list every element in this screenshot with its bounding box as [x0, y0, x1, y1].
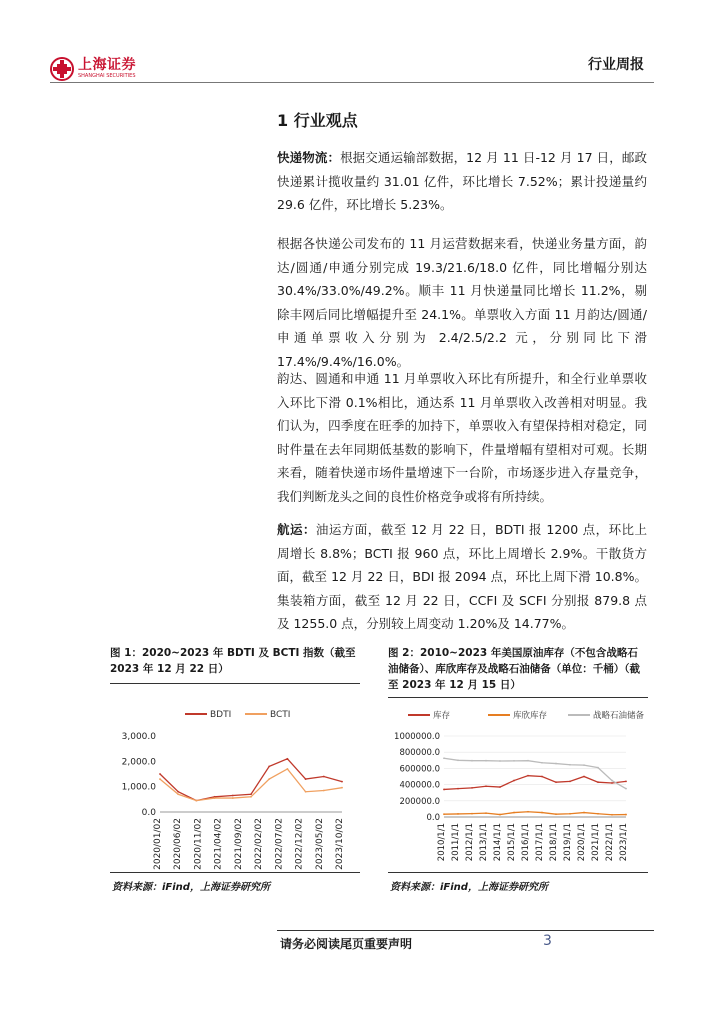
x-tick-label: 2020/11/02	[193, 818, 204, 870]
series-0-point-0	[443, 789, 445, 791]
legend-label-2: 战略石油储备	[593, 711, 645, 721]
paragraph-express-lead: 快递物流：	[277, 150, 341, 165]
y-tick-label: 1,000.0	[121, 782, 156, 793]
series-1-point-8	[305, 791, 307, 793]
header-divider	[50, 82, 654, 83]
series-0-point-8	[305, 778, 307, 780]
x-tick-label: 2022/07/02	[274, 818, 285, 870]
paragraph-shipping-body: 油运方面，截至 12 月 22 日，BDTI 报 1200 点，环比上周增长 8.8%；BCTI 报 960 点，环比上周增长 2.9%。干散货方面，截至 12 月 22 日，BDI 报 2094 点，环比上周下滑 10.8%。集装箱方面，截至 12 月 22 日，CCFI 及 SCFI 分别报 879.8 点及 1255.0 点，分别较上周变动 1.20%及 14.77%。	[277, 522, 647, 631]
figure1-chart	[110, 688, 360, 870]
x-tick-label: 2011/1/1	[451, 823, 461, 862]
series-1-point-6	[527, 811, 529, 813]
series-0-point-4	[232, 795, 234, 797]
figure1-bottom-rule	[110, 872, 360, 873]
paragraph-shipping	[277, 518, 647, 636]
figure2-chart	[388, 700, 648, 870]
series-2-point-0	[443, 757, 445, 759]
figure1-top-rule	[110, 683, 360, 684]
paragraph-express	[277, 146, 647, 217]
series-2-point-13	[625, 788, 627, 790]
figure1-source: 资料来源：iFind，上海证券研究所	[112, 882, 270, 893]
series-0-point-13	[625, 780, 627, 782]
x-tick-label: 2019/1/1	[563, 823, 573, 862]
y-tick-label: 200000.0	[399, 796, 440, 807]
x-tick-label: 2020/06/02	[173, 818, 184, 870]
series-2-point-4	[499, 760, 501, 762]
series-2-point-5	[513, 760, 515, 762]
series-0-point-6	[268, 766, 270, 768]
figure2-source: 资料来源：iFind，上海证券研究所	[390, 882, 548, 893]
series-1-point-0	[443, 813, 445, 815]
series-2-point-12	[611, 780, 613, 782]
series-0-point-9	[323, 776, 325, 778]
x-tick-label: 2017/1/1	[535, 823, 545, 862]
series-2-point-3	[485, 760, 487, 762]
series-1-point-9	[569, 813, 571, 815]
series-1-point-3	[485, 812, 487, 814]
series-1-point-10	[341, 787, 343, 789]
series-0-point-1	[177, 791, 179, 793]
x-tick-label: 2021/09/02	[233, 818, 244, 870]
series-1-point-0	[159, 778, 161, 780]
series-0-point-0	[159, 773, 161, 775]
legend-label-1: 库欣库存	[513, 711, 548, 721]
legend-label-0: BDTI	[210, 710, 232, 720]
figure2-title: 图 2：2010~2023 年美国原油库存（不包含战略石油储备）、库欣库存及战略石油储备（单位：千桶）（截至 2023 年 12 月 15 日）	[388, 647, 640, 691]
series-1-point-12	[611, 814, 613, 816]
series-1-point-5	[513, 812, 515, 814]
series-1-point-10	[583, 812, 585, 814]
series-0-point-10	[583, 776, 585, 778]
series-1-point-2	[471, 813, 473, 815]
footer-divider	[277, 930, 654, 931]
legend-label-0: 库存	[433, 711, 451, 721]
y-tick-label: 2,000.0	[121, 757, 156, 768]
figure1-title: 图 1：2020~2023 年 BDTI 及 BCTI 指数（截至 2023 年 12 月 22 日）	[110, 647, 356, 675]
y-tick-label: 3,000.0	[121, 732, 156, 742]
series-0-point-1	[457, 788, 459, 790]
series-2-point-11	[597, 767, 599, 769]
series-0-point-11	[597, 781, 599, 783]
series-1-point-7	[287, 768, 289, 770]
x-tick-label: 2016/1/1	[521, 823, 531, 862]
logo-text-cn: 上海证券	[78, 57, 136, 73]
series-1-point-5	[250, 796, 252, 798]
paragraph-outlook: 韵达、圆通和申通 11 月单票收入环比有所提升，和全行业单票收入环比下滑 0.1%相比，通达系 11 月单票收入改善相对明显。我们认为，四季度在旺季的加持下，单票收入有望保持相对稳定，同时件量在去年同期低基数的影响下，件量增幅有望相对可观。长期来看，随着快递市场件量增速下一台阶，市场逐步进入存量竞争，我们判断龙头之间的良性价格竞争或将有所持续。	[277, 371, 647, 504]
series-1-point-1	[457, 813, 459, 815]
report-type: 行业周报	[588, 57, 644, 73]
x-tick-label: 2021/04/02	[213, 818, 224, 870]
series-0-point-10	[341, 781, 343, 783]
x-tick-label: 2015/1/1	[507, 823, 517, 862]
series-1-point-7	[541, 812, 543, 814]
x-tick-label: 2022/12/02	[294, 818, 305, 870]
series-0-point-4	[499, 786, 501, 788]
company-logo	[50, 57, 170, 81]
section-title: 1 行业观点	[277, 111, 358, 130]
x-tick-label: 2012/1/1	[465, 823, 475, 862]
series-0-point-5	[250, 793, 252, 795]
x-tick-label: 2022/02/02	[254, 818, 265, 870]
series-1-point-8	[555, 813, 557, 815]
series-1-point-1	[177, 793, 179, 795]
series-0-point-2	[471, 787, 473, 789]
x-tick-label: 2018/1/1	[549, 823, 559, 862]
series-0-point-8	[555, 781, 557, 783]
y-tick-label: 0.0	[141, 808, 156, 818]
x-tick-label: 2023/10/02	[335, 818, 345, 870]
series-0-point-5	[513, 780, 515, 782]
series-2-point-7	[541, 762, 543, 764]
series-1-point-4	[499, 814, 501, 816]
logo-text-en: SHANGHAI SECURITIES	[78, 73, 136, 79]
x-tick-label: 2014/1/1	[493, 823, 503, 862]
series-0-point-7	[541, 776, 543, 778]
x-tick-label: 2010/1/1	[437, 823, 447, 862]
page-number: 3	[543, 933, 552, 949]
series-1-point-9	[323, 790, 325, 792]
paragraph-shipping-lead: 航运：	[277, 522, 316, 537]
logo-mark-icon	[50, 57, 74, 81]
x-tick-label: 2023/1/1	[619, 823, 629, 862]
x-tick-label: 2020/01/02	[153, 818, 163, 870]
paragraph-express-body: 根据交通运输部数据，12 月 11 日-12 月 17 日，邮政快递累计揽收量约 31.01 亿件，环比增长 7.52%；累计投递量约 29.6 亿件，环比增长 5.23%。	[277, 150, 647, 212]
legend-label-1: BCTI	[270, 710, 291, 720]
series-2-point-6	[527, 760, 529, 762]
series-0-point-3	[485, 785, 487, 787]
y-tick-label: 600000.0	[399, 764, 440, 775]
series-0-point-9	[569, 780, 571, 782]
x-tick-label: 2023/05/02	[314, 818, 325, 870]
series-line-2	[444, 758, 626, 788]
series-2-point-8	[555, 763, 557, 765]
series-2-point-9	[569, 764, 571, 766]
series-2-point-10	[583, 764, 585, 766]
figure2-top-rule	[388, 697, 648, 698]
y-tick-label: 400000.0	[399, 780, 440, 791]
series-1-point-2	[196, 800, 198, 802]
y-tick-label: 0.0	[426, 813, 440, 823]
x-tick-label: 2020/1/1	[577, 823, 587, 862]
x-tick-label: 2021/1/1	[591, 823, 601, 862]
footer-disclaimer: 请务必阅读尾页重要声明	[280, 937, 413, 951]
series-0-point-6	[527, 775, 529, 777]
paragraph-operations: 根据各快递公司发布的 11 月运营数据来看，快递业务量方面，韵达/圆通/申通分别完成 19.3/21.6/18.0 亿件，同比增幅分别达 30.4%/33.0%/49.2%。顺丰 11 月快递量同比增长 11.2%，剔除丰网后同比增幅提升至 24.1%。单票收入方面 11 月韵达/圆通/申通单票收入分别为 2.4/2.5/2.2 元，分别同比下滑 17.4%/9.4%/16.0%。	[277, 236, 647, 369]
series-1-point-3	[214, 797, 216, 799]
series-1-point-11	[597, 813, 599, 815]
series-0-point-12	[611, 782, 613, 784]
x-tick-label: 2013/1/1	[479, 823, 489, 862]
series-1-point-13	[625, 814, 627, 816]
series-2-point-2	[471, 760, 473, 762]
y-tick-label: 1000000.0	[394, 732, 440, 742]
x-tick-label: 2022/1/1	[605, 823, 615, 862]
y-tick-label: 800000.0	[399, 748, 440, 759]
series-2-point-1	[457, 759, 459, 761]
series-1-point-4	[232, 797, 234, 799]
figure2-bottom-rule	[388, 872, 648, 873]
series-1-point-6	[268, 778, 270, 780]
series-0-point-7	[287, 758, 289, 760]
